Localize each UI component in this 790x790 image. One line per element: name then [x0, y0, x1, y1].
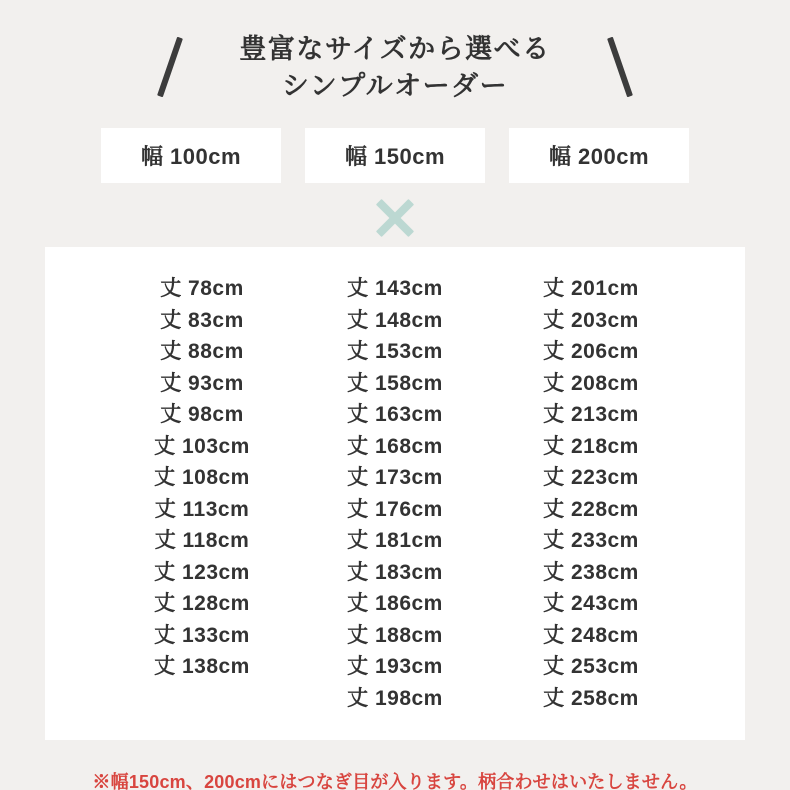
list-item[interactable]: 丈 181cm: [347, 529, 443, 552]
list-item[interactable]: 丈 203cm: [543, 308, 639, 332]
list-item[interactable]: 丈 206cm: [543, 340, 639, 363]
list-item[interactable]: 丈 128cm: [154, 592, 250, 615]
length-column-2: [297, 273, 493, 714]
list-item[interactable]: 丈 243cm: [543, 592, 639, 615]
list-item[interactable]: 丈 153cm: [347, 340, 443, 363]
list-item[interactable]: 丈 173cm: [347, 466, 443, 489]
list-item[interactable]: 丈 186cm: [347, 592, 443, 615]
list-item[interactable]: 丈 223cm: [543, 466, 639, 489]
width-option-150[interactable]: 幅 150cm: [305, 128, 485, 183]
list-item[interactable]: 丈 103cm: [154, 434, 250, 458]
heading-section: [0, 22, 790, 114]
list-item[interactable]: 丈 138cm: [154, 655, 250, 678]
list-item[interactable]: 丈 108cm: [154, 466, 250, 489]
list-item[interactable]: 丈 193cm: [347, 655, 443, 678]
list-item[interactable]: 丈 213cm: [543, 403, 639, 426]
list-item[interactable]: 丈 218cm: [543, 434, 639, 458]
list-item[interactable]: 丈 93cm: [160, 371, 244, 395]
list-item[interactable]: 丈 163cm: [347, 403, 443, 426]
decorative-slash-left: [157, 37, 183, 98]
x-icon: [374, 197, 416, 239]
list-item[interactable]: 丈 158cm: [347, 371, 443, 395]
list-item[interactable]: 丈 253cm: [543, 655, 639, 678]
list-item[interactable]: 丈 83cm: [160, 308, 244, 332]
list-item[interactable]: 丈 133cm: [154, 623, 250, 647]
list-item[interactable]: 丈 238cm: [543, 560, 639, 584]
list-item[interactable]: 丈 78cm: [160, 277, 244, 300]
length-columns: [45, 273, 745, 714]
list-item[interactable]: 丈 143cm: [347, 277, 443, 300]
list-item[interactable]: 丈 123cm: [154, 560, 250, 584]
page-title: [239, 31, 550, 106]
list-item[interactable]: 丈 198cm: [347, 686, 443, 710]
list-item[interactable]: 丈 248cm: [543, 623, 639, 647]
list-item[interactable]: 丈 183cm: [347, 560, 443, 584]
decorative-slash-right: [607, 37, 633, 98]
size-chart-page: [0, 22, 790, 790]
list-item[interactable]: 丈 113cm: [154, 497, 250, 521]
width-option-200[interactable]: 幅 200cm: [509, 128, 689, 183]
list-item[interactable]: 丈 228cm: [543, 497, 639, 521]
width-options: [0, 128, 790, 183]
list-item[interactable]: 丈 208cm: [543, 371, 639, 395]
list-item[interactable]: 丈 118cm: [154, 529, 250, 552]
list-item[interactable]: 丈 148cm: [347, 308, 443, 332]
page-title-line1: 豊富なサイズから選べる: [239, 33, 551, 64]
width-option-100[interactable]: 幅 100cm: [101, 128, 281, 183]
list-item[interactable]: 丈 188cm: [347, 623, 443, 647]
page-title-line2: シンプルオーダー: [281, 71, 509, 101]
list-item[interactable]: 丈 201cm: [543, 277, 639, 300]
list-item[interactable]: 丈 168cm: [347, 434, 443, 458]
multiply-separator: [0, 189, 790, 247]
footnote-text: ※幅150cm、200cmにはつなぎ目が入ります。柄合わせはいたしません。: [92, 772, 698, 790]
length-options-panel: [45, 247, 745, 740]
length-column-3: [493, 273, 689, 714]
length-column-1: [101, 273, 297, 714]
list-item[interactable]: 丈 98cm: [160, 403, 244, 426]
list-item[interactable]: 丈 176cm: [347, 497, 443, 521]
list-item[interactable]: 丈 88cm: [160, 340, 244, 363]
list-item[interactable]: 丈 258cm: [543, 686, 639, 710]
list-item[interactable]: 丈 233cm: [543, 529, 639, 552]
